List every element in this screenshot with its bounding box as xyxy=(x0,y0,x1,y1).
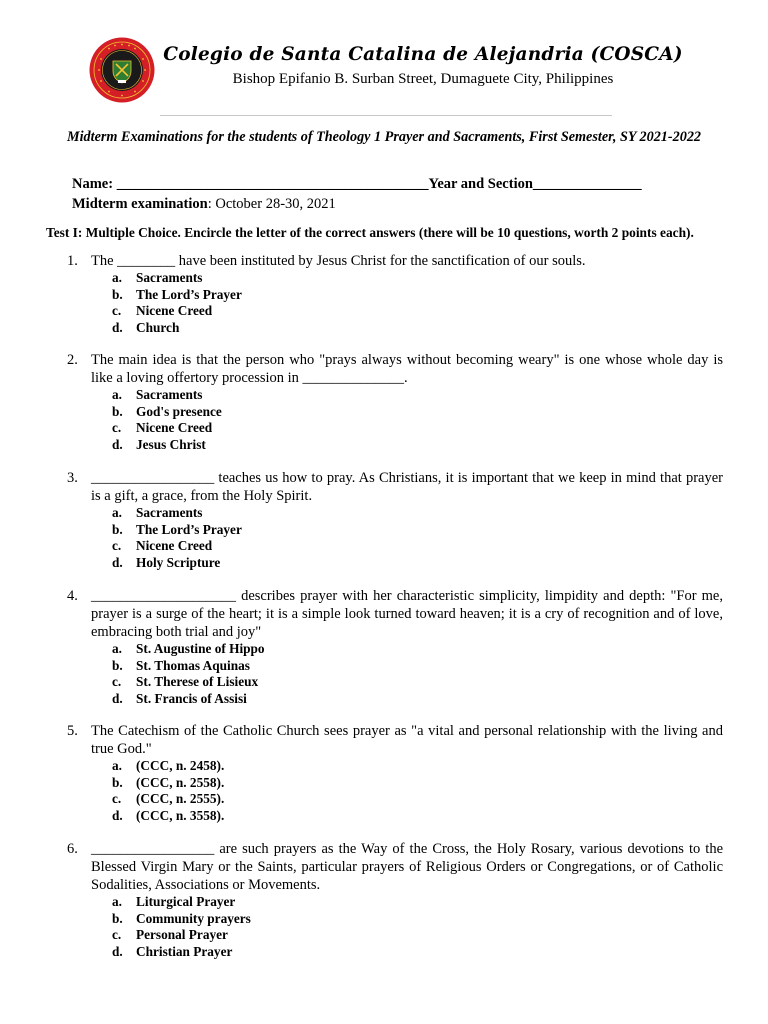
option-letter: c. xyxy=(112,420,122,436)
option-letter: b. xyxy=(112,657,123,673)
question-text: ____________________ describes prayer with her characteristic simplicity, limpidity and depth: "For me, prayer is a surge of the heart; it is a simple look turned toward heaven; it is a cry of recognition and of love, embracing both trial and joy" xyxy=(91,588,723,640)
option-text: St. Augustine of Hippo xyxy=(136,641,265,656)
answer-options xyxy=(112,641,265,707)
question-number: 1. xyxy=(67,253,78,269)
question-number: 4. xyxy=(67,588,78,604)
answer-options xyxy=(112,270,242,336)
option-letter: b. xyxy=(112,910,123,926)
option-c[interactable] xyxy=(112,538,242,555)
option-text: (CCC, n. 3558). xyxy=(136,807,225,823)
header-divider xyxy=(160,115,612,116)
option-letter: a. xyxy=(112,270,122,285)
question-number: 5. xyxy=(67,723,78,739)
option-text: St. Thomas Aquinas xyxy=(136,657,250,673)
school-name: Colegio de Santa Catalina de Alejandria (COSCA) xyxy=(163,44,683,65)
school-seal-logo xyxy=(89,37,155,103)
option-b[interactable] xyxy=(112,658,265,675)
test-heading: Test I: Multiple Choice. Encircle the letter of the correct answers (there will be 10 questions, worth 2 points each). xyxy=(46,225,694,240)
option-text: Sacraments xyxy=(136,505,203,520)
question-number: 2. xyxy=(67,352,78,368)
question-text: _________________ teaches us how to pray. As Christians, it is important that we keep in mind that prayer is a gift, a grace, from the Holy Spirit. xyxy=(91,470,723,504)
option-b[interactable] xyxy=(112,287,242,304)
option-letter: d. xyxy=(112,554,123,570)
option-b[interactable] xyxy=(112,404,222,421)
option-letter: b. xyxy=(112,521,123,537)
option-letter: c. xyxy=(112,674,122,690)
option-text: God's presence xyxy=(136,403,222,419)
name-label: Name: xyxy=(72,176,117,192)
school-address: Bishop Epifanio B. Surban Street, Dumaguete City, Philippines xyxy=(232,71,614,87)
option-text: St. Francis of Assisi xyxy=(136,690,247,706)
option-a[interactable] xyxy=(112,758,224,775)
option-text: The Lord’s Prayer xyxy=(136,286,242,302)
option-letter: b. xyxy=(112,286,123,302)
option-text: Liturgical Prayer xyxy=(136,894,236,909)
question-text: _________________ are such prayers as the Way of the Cross, the Holy Rosary, various devotions to the Blessed Virgin Mary or the Saints, particular prayers of Religious Orders or Congregations, or of Catholic Sodalities, Associations or Movements. xyxy=(91,841,723,893)
option-a[interactable] xyxy=(112,270,242,287)
option-text: (CCC, n. 2558). xyxy=(136,774,225,790)
question-text: The main idea is that the person who "prays always without becoming weary" is one whose whole day is like a loving offertory procession in ______________. xyxy=(91,352,723,386)
option-letter: c. xyxy=(112,303,122,319)
option-c[interactable] xyxy=(112,674,265,691)
option-c[interactable] xyxy=(112,927,251,944)
option-letter: b. xyxy=(112,774,123,790)
answer-options xyxy=(112,758,224,824)
midterm-dates: : October 28-30, 2021 xyxy=(207,196,336,212)
option-d[interactable] xyxy=(112,437,222,454)
option-b[interactable] xyxy=(112,911,251,928)
name-blank[interactable]: ___________________________________________ xyxy=(116,176,429,192)
answer-options xyxy=(112,894,251,960)
midterm-label: Midterm examination xyxy=(72,196,208,212)
option-c[interactable] xyxy=(112,791,224,808)
exam-title: Midterm Examinations for the students of Theology 1 Prayer and Sacraments, First Semester, SY 2021-2022 xyxy=(66,129,702,145)
option-text: (CCC, n. 2458). xyxy=(136,758,225,773)
option-d[interactable] xyxy=(112,320,242,337)
year-section-label: Year and Section xyxy=(428,176,533,192)
option-text: St. Therese of Lisieux xyxy=(136,674,259,690)
option-text: Nicene Creed xyxy=(136,303,213,319)
option-text: Holy Scripture xyxy=(136,554,221,570)
option-b[interactable] xyxy=(112,522,242,539)
option-c[interactable] xyxy=(112,303,242,320)
question-text: The Catechism of the Catholic Church sees prayer as "a vital and personal relationship with the living and true God." xyxy=(91,723,723,757)
option-letter: d. xyxy=(112,943,123,959)
option-a[interactable] xyxy=(112,505,242,522)
option-text: Nicene Creed xyxy=(136,538,213,554)
option-letter: c. xyxy=(112,927,122,943)
option-letter: a. xyxy=(112,641,122,656)
option-a[interactable] xyxy=(112,641,265,658)
option-d[interactable] xyxy=(112,808,224,825)
option-letter: a. xyxy=(112,894,122,909)
option-d[interactable] xyxy=(112,555,242,572)
option-letter: c. xyxy=(112,791,122,807)
option-letter: d. xyxy=(112,690,123,706)
option-letter: c. xyxy=(112,538,122,554)
option-letter: d. xyxy=(112,807,123,823)
option-d[interactable] xyxy=(112,691,265,708)
option-text: The Lord’s Prayer xyxy=(136,521,242,537)
option-text: Christian Prayer xyxy=(136,943,233,959)
option-a[interactable] xyxy=(112,894,251,911)
question-text: The ________ have been instituted by Jesus Christ for the sanctification of our souls. xyxy=(91,253,586,269)
option-letter: d. xyxy=(112,436,123,452)
option-d[interactable] xyxy=(112,944,251,961)
answer-options xyxy=(112,387,222,453)
question-number: 6. xyxy=(67,841,78,857)
question-number: 3. xyxy=(67,470,78,486)
name-field-line[interactable] xyxy=(72,176,642,193)
option-text: Church xyxy=(136,319,180,335)
option-letter: d. xyxy=(112,319,123,335)
year-section-blank[interactable]: _______________ xyxy=(532,176,642,192)
option-letter: a. xyxy=(112,387,122,402)
option-text: Community prayers xyxy=(136,910,251,926)
option-text: Personal Prayer xyxy=(136,927,228,943)
option-text: Jesus Christ xyxy=(136,436,206,452)
option-letter: a. xyxy=(112,758,122,773)
option-a[interactable] xyxy=(112,387,222,404)
midterm-date-line xyxy=(72,196,336,213)
option-b[interactable] xyxy=(112,775,224,792)
option-c[interactable] xyxy=(112,420,222,437)
option-letter: b. xyxy=(112,403,123,419)
option-letter: a. xyxy=(112,505,122,520)
option-text: Sacraments xyxy=(136,270,203,285)
answer-options xyxy=(112,505,242,571)
option-text: (CCC, n. 2555). xyxy=(136,791,225,807)
option-text: Sacraments xyxy=(136,387,203,402)
option-text: Nicene Creed xyxy=(136,420,213,436)
